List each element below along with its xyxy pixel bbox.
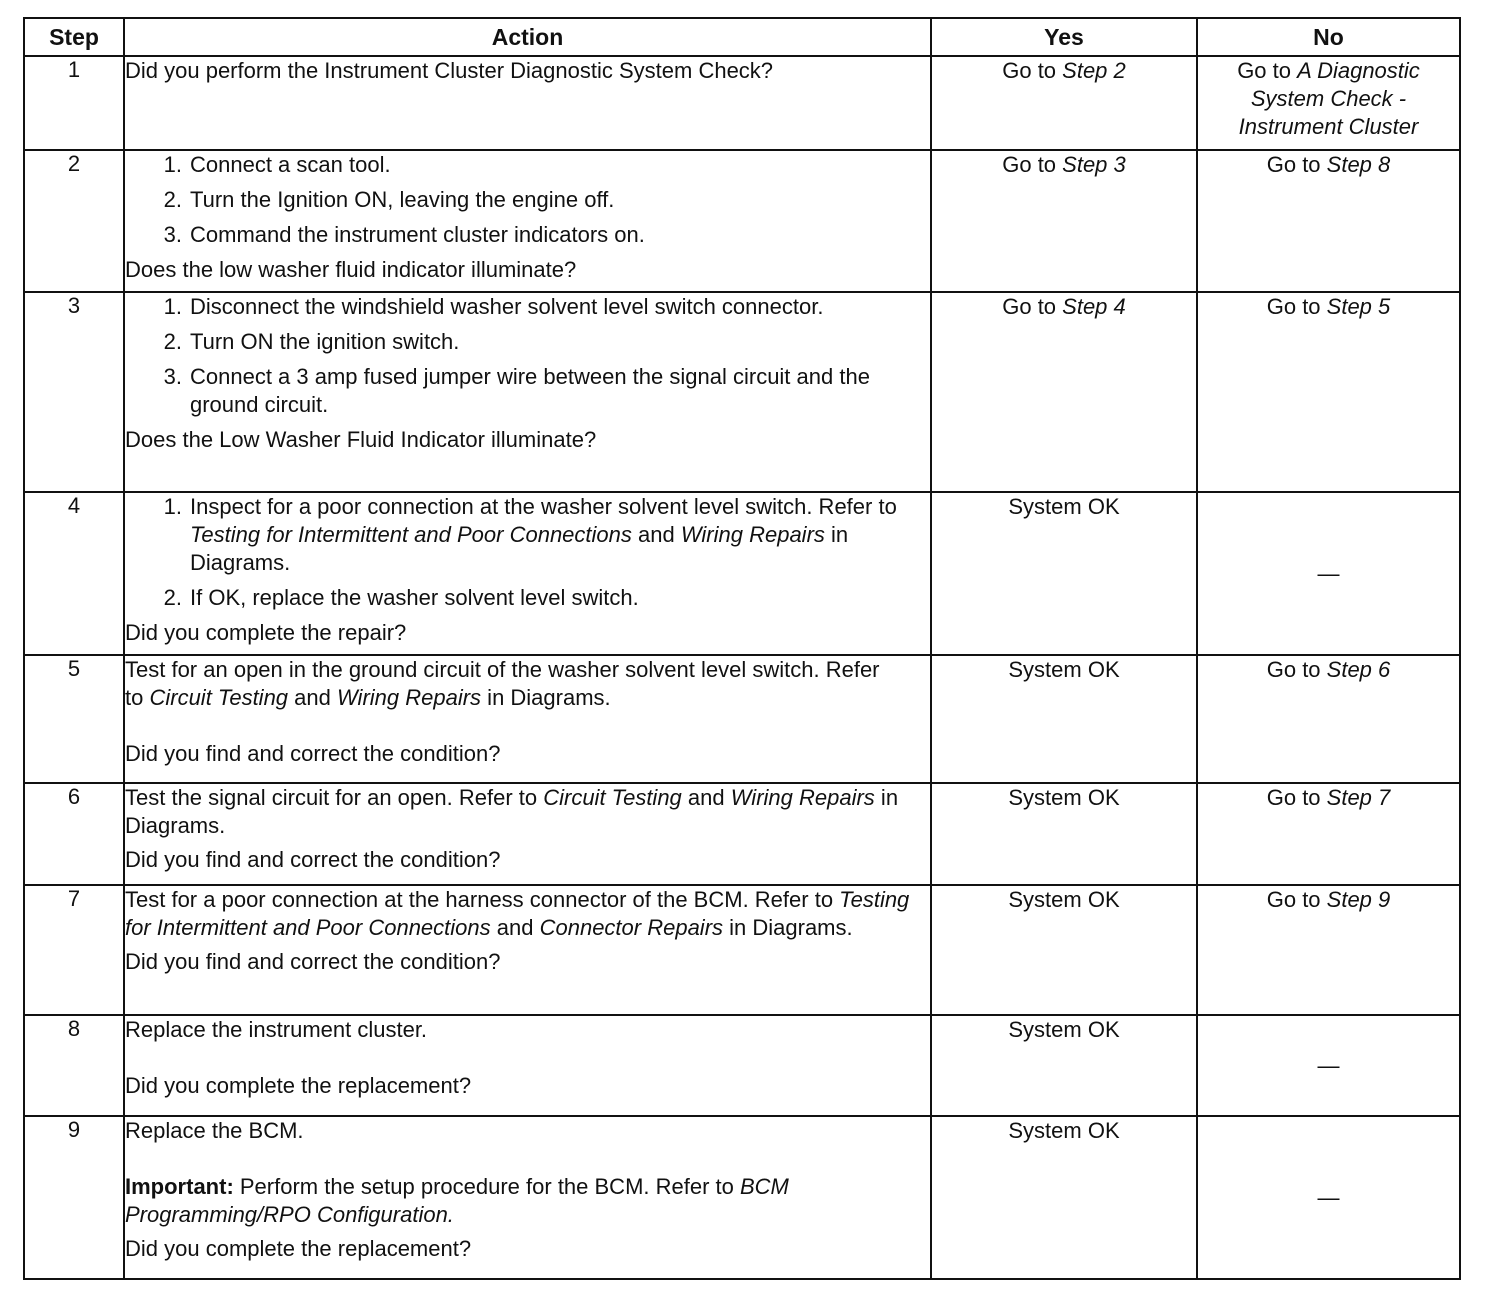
no-cell (1197, 56, 1460, 150)
yes-cell: System OK (931, 655, 1197, 783)
reference-link[interactable]: Connector Repairs (539, 915, 724, 940)
step-number: 3 (24, 292, 124, 492)
action-cell (124, 885, 931, 1015)
reference-link[interactable]: Testing for Intermittent and Poor Connections (190, 522, 632, 547)
action-cell (124, 783, 931, 885)
yes-cell: System OK (931, 492, 1197, 655)
yes-cell: System OK (931, 885, 1197, 1015)
action-cell (124, 1116, 931, 1279)
list-item: 3. Connect a 3 amp fused jumper wire between the signal circuit and the ground circuit. (163, 364, 870, 417)
reference-link[interactable]: Wiring Repairs (680, 522, 825, 547)
table-row-step-4 (24, 492, 1460, 655)
action-question: Did you complete the replacement? (125, 1073, 472, 1098)
action-question: Does the low washer fluid indicator illuminate? (125, 257, 577, 282)
action-question: Does the Low Washer Fluid Indicator illuminate? (125, 427, 597, 452)
action-question: Did you complete the replacement? (125, 1236, 472, 1261)
no-step-link[interactable]: Step 5 (1326, 294, 1391, 319)
action-question: Did you find and correct the condition? (125, 741, 501, 766)
no-prefix: Go to (1266, 294, 1327, 319)
step-number: 5 (24, 655, 124, 783)
no-cell: — (1197, 1015, 1460, 1116)
list-item: 1. Disconnect the windshield washer solvent level switch connector. (163, 294, 824, 319)
table-row-step-8 (24, 1015, 1460, 1116)
list-item: 3. Command the instrument cluster indicators on. (163, 222, 645, 247)
step-number: 8 (24, 1015, 124, 1116)
action-cell (124, 655, 931, 783)
yes-cell: System OK (931, 1116, 1197, 1279)
yes-cell: System OK (931, 1015, 1197, 1116)
yes-step-link[interactable]: Step 3 (1062, 152, 1126, 177)
table-row-step-2 (24, 150, 1460, 292)
no-step-link[interactable]: Step 6 (1326, 657, 1391, 682)
action-text: Test for an open in the ground circuit of the washer solvent level switch. Refer to Circuit Testing and Wiring Repairs in Diagrams. (125, 657, 880, 710)
step-number: 1 (24, 56, 124, 150)
header-row (24, 18, 1460, 56)
no-cell: — (1197, 1116, 1460, 1279)
step-number: 2 (24, 150, 124, 292)
no-prefix: Go to (1266, 887, 1327, 912)
table-row-step-7 (24, 885, 1460, 1015)
action-question: Did you find and correct the condition? (125, 949, 501, 974)
reference-link[interactable]: Circuit Testing (543, 785, 682, 810)
no-step-link[interactable]: Step 9 (1326, 887, 1391, 912)
header-action: Action (124, 18, 931, 56)
reference-link[interactable]: Wiring Repairs (336, 685, 482, 710)
yes-step-link[interactable]: Step 4 (1062, 294, 1126, 319)
no-prefix: Go to (1266, 152, 1327, 177)
important-label: Important: (125, 1174, 234, 1199)
yes-cell (931, 150, 1197, 292)
no-cell (1197, 150, 1460, 292)
reference-link[interactable]: Wiring Repairs (730, 785, 875, 810)
no-cell (1197, 292, 1460, 492)
no-prefix: Go to (1266, 657, 1327, 682)
list-item: 1. Connect a scan tool. (163, 152, 391, 177)
header-no: No (1197, 18, 1460, 56)
no-cell (1197, 655, 1460, 783)
list-item: 2. If OK, replace the washer solvent level switch. (163, 585, 639, 610)
no-step-link[interactable]: Step 8 (1326, 152, 1391, 177)
action-question: Did you find and correct the condition? (125, 847, 501, 872)
action-cell (124, 150, 931, 292)
no-prefix: Go to (1266, 785, 1327, 810)
table-row-step-6 (24, 783, 1460, 885)
step-number: 6 (24, 783, 124, 885)
no-prefix: Go to (1237, 58, 1298, 83)
no-cell: — (1197, 492, 1460, 655)
yes-step-link[interactable]: Step 2 (1062, 58, 1126, 83)
action-cell (124, 1015, 931, 1116)
list-item: 2. Turn the Ignition ON, leaving the engine off. (163, 187, 615, 212)
table-row-step-1 (24, 56, 1460, 150)
no-step-link[interactable]: Step 7 (1326, 785, 1391, 810)
action-question: Did you complete the repair? (125, 620, 407, 645)
action-text: Replace the instrument cluster. (125, 1017, 428, 1042)
step-number: 7 (24, 885, 124, 1015)
reference-link[interactable]: Testing for Intermittent and Poor Connections (125, 887, 910, 940)
action-cell (124, 492, 931, 655)
yes-prefix: Go to (1002, 152, 1063, 177)
reference-link[interactable]: BCM Programming/RPO Configuration. (125, 1174, 789, 1227)
yes-prefix: Go to (1002, 294, 1063, 319)
yes-prefix: Go to (1002, 58, 1063, 83)
step-number: 9 (24, 1116, 124, 1279)
action-cell (124, 56, 931, 150)
header-step: Step (24, 18, 124, 56)
table-row-step-3 (24, 292, 1460, 492)
diagnostic-table (23, 17, 1461, 1280)
header-yes: Yes (931, 18, 1197, 56)
list-item: 1. Inspect for a poor connection at the washer solvent level switch. Refer to Testing for Intermittent and Poor Connections and Wiring Repairs in Diagrams. (163, 494, 897, 575)
yes-cell: System OK (931, 783, 1197, 885)
no-cell (1197, 885, 1460, 1015)
action-question: Did you perform the Instrument Cluster Diagnostic System Check? (125, 58, 774, 83)
list-item: 2. Turn ON the ignition switch. (163, 329, 460, 354)
table-row-step-5 (24, 655, 1460, 783)
table-row-step-9 (24, 1116, 1460, 1279)
yes-cell (931, 292, 1197, 492)
step-number: 4 (24, 492, 124, 655)
no-cell (1197, 783, 1460, 885)
yes-cell (931, 56, 1197, 150)
action-text: Replace the BCM. (125, 1118, 304, 1143)
important-note: Important: Perform the setup procedure for the BCM. Refer to BCM Programming/RPO Configuration. (125, 1174, 789, 1227)
action-text: Test for a poor connection at the harness connector of the BCM. Refer to Testing for Intermittent and Poor Connections and Connector Repairs in Diagrams. (125, 887, 910, 940)
action-text: Test the signal circuit for an open. Refer to Circuit Testing and Wiring Repairs in Diagrams. (125, 785, 899, 838)
no-step-link[interactable]: A Diagnostic System Check - Instrument Cluster (1238, 58, 1420, 139)
action-cell (124, 292, 931, 492)
reference-link[interactable]: Circuit Testing (149, 685, 289, 710)
